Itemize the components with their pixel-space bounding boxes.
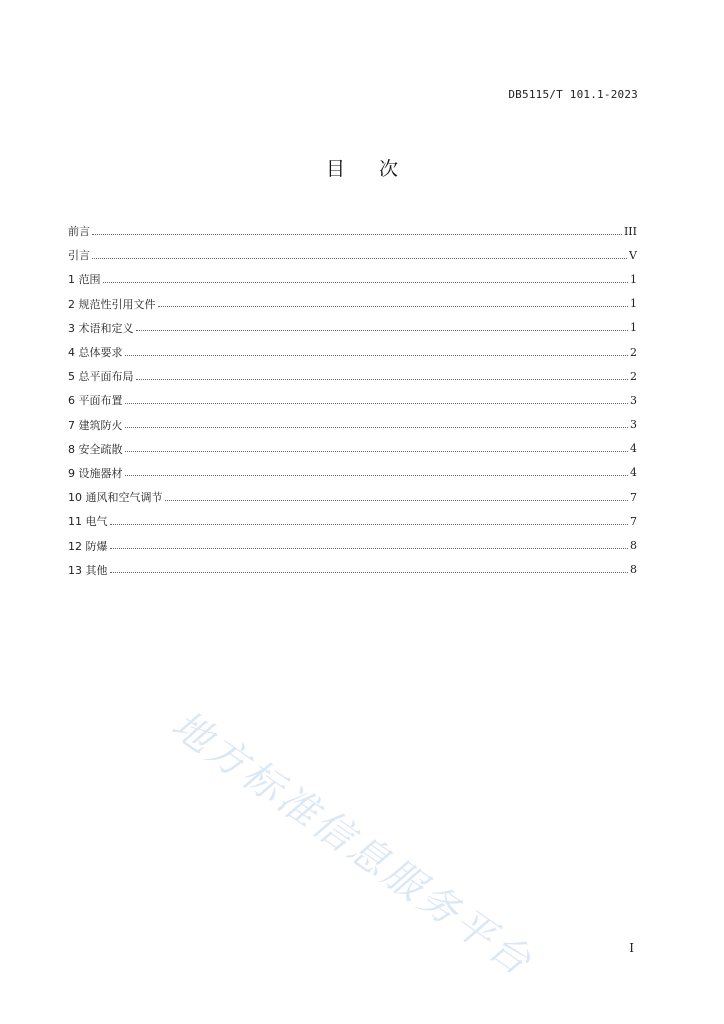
toc-entry-foreword[interactable] — [68, 219, 637, 243]
toc-entry-label: 6 平面布置 — [68, 394, 123, 408]
toc-entry-label: 前言 — [68, 225, 90, 239]
toc-entry-label: 7 建筑防火 — [68, 418, 123, 432]
toc-entry-label: 1 范围 — [68, 273, 101, 287]
toc-dot-leader — [110, 548, 629, 549]
toc-entry-label: 12 防爆 — [68, 539, 108, 553]
toc-entry-page: 7 — [630, 514, 637, 528]
toc-entry-page: 8 — [630, 539, 637, 553]
toc-entry-label: 3 术语和定义 — [68, 321, 134, 335]
toc-entry-page: 2 — [630, 345, 637, 359]
toc-title — [0, 154, 724, 181]
toc-list — [68, 219, 637, 582]
toc-entry-page: 3 — [630, 418, 637, 432]
toc-dot-leader — [125, 403, 629, 404]
toc-entry-page: 3 — [630, 393, 637, 407]
toc-title-char-1: 目 — [325, 158, 345, 180]
document-code: DB5115/T 101.1-2023 — [508, 88, 638, 101]
toc-dot-leader — [136, 379, 629, 380]
toc-entry-page: 4 — [630, 466, 637, 480]
toc-entry-explosion-protection[interactable] — [68, 533, 637, 557]
toc-dot-leader — [92, 234, 622, 235]
toc-entry-label: 2 规范性引用文件 — [68, 297, 156, 311]
toc-entry-label: 5 总平面布局 — [68, 370, 134, 384]
toc-entry-label: 9 设施器材 — [68, 466, 123, 480]
toc-entry-label: 11 电气 — [68, 515, 108, 529]
toc-dot-leader — [158, 306, 629, 307]
toc-entry-page: 8 — [630, 563, 637, 577]
toc-entry-label: 引言 — [68, 249, 90, 263]
toc-title-char-2: 次 — [379, 158, 399, 180]
toc-entry-floor-plan[interactable] — [68, 388, 637, 412]
toc-entry-page: 1 — [630, 297, 637, 311]
toc-dot-leader — [125, 355, 629, 356]
toc-entry-page: 1 — [630, 272, 637, 286]
toc-entry-normative-references[interactable] — [68, 292, 637, 316]
toc-entry-introduction[interactable] — [68, 243, 637, 267]
toc-entry-page: 7 — [630, 490, 637, 504]
toc-entry-safe-evacuation[interactable] — [68, 437, 637, 461]
toc-dot-leader — [165, 500, 629, 501]
toc-dot-leader — [103, 282, 629, 283]
toc-entry-electrical[interactable] — [68, 509, 637, 533]
toc-entry-label: 13 其他 — [68, 563, 108, 577]
watermark: 地方标准信息服务平台 — [163, 702, 542, 986]
toc-dot-leader — [92, 258, 627, 259]
toc-entry-ventilation-ac[interactable] — [68, 485, 637, 509]
toc-entry-page: 1 — [630, 321, 637, 335]
toc-entry-label: 10 通风和空气调节 — [68, 491, 163, 505]
toc-dot-leader — [110, 524, 629, 525]
toc-entry-page: 2 — [630, 369, 637, 383]
toc-dot-leader — [110, 572, 629, 573]
toc-entry-label: 8 安全疏散 — [68, 442, 123, 456]
toc-dot-leader — [125, 427, 629, 428]
toc-entry-page: V — [629, 248, 637, 262]
toc-entry-building-fire-protection[interactable] — [68, 413, 637, 437]
toc-dot-leader — [125, 451, 629, 452]
toc-entry-terms-definitions[interactable] — [68, 316, 637, 340]
toc-dot-leader — [125, 475, 629, 476]
toc-entry-label: 4 总体要求 — [68, 346, 123, 360]
page-number: I — [629, 941, 634, 955]
toc-entry-others[interactable] — [68, 558, 637, 582]
toc-entry-page: 4 — [630, 442, 637, 456]
toc-entry-site-layout[interactable] — [68, 364, 637, 388]
toc-dot-leader — [136, 330, 629, 331]
toc-entry-facilities-equipment[interactable] — [68, 461, 637, 485]
toc-entry-general-requirements[interactable] — [68, 340, 637, 364]
toc-entry-scope[interactable] — [68, 267, 637, 291]
toc-entry-page: III — [623, 224, 637, 238]
